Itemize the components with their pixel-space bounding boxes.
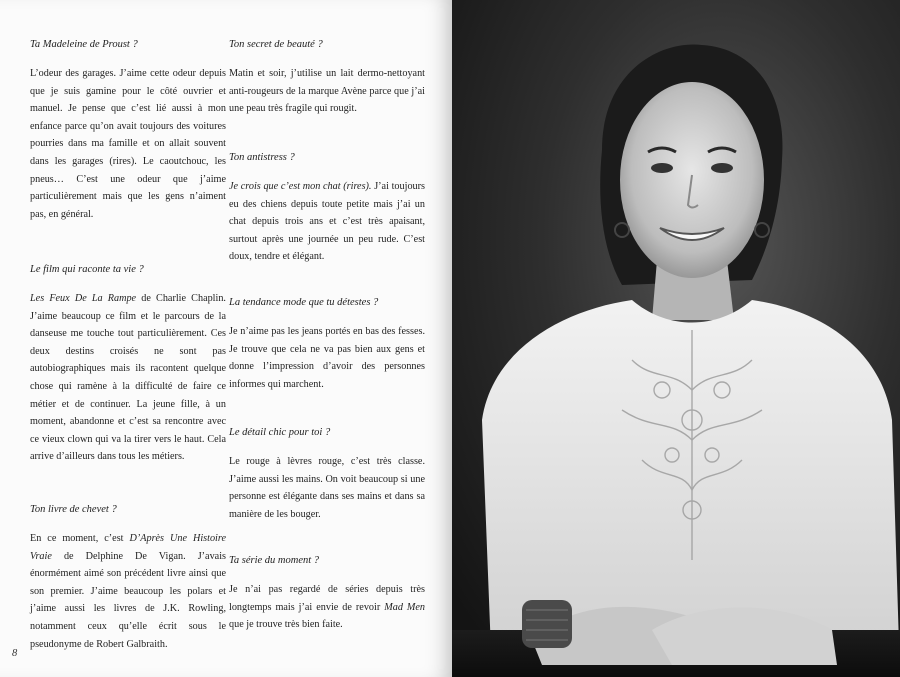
question-film: Le film qui raconte ta vie ? <box>30 264 144 275</box>
qa-detail <box>229 426 425 523</box>
qa-madeleine <box>30 38 226 223</box>
question-antistress: Ton antistress ? <box>229 152 295 163</box>
answer-antistress: Je crois que c’est mon chat (rires). J’ai toujours eu des chiens depuis toute petite mais j’ai un chat depuis trois ans et c’est très apaisant, surtout après une journée un peu rude. C’est doux, tendre et élégant. <box>229 181 425 263</box>
qa-serie <box>229 554 425 634</box>
answer-film: Les Feux De La Rampe de Charlie Chaplin. J’aime beaucoup ce film et le parcours de la danseuse me touche tout particulièrement. Ces deux destins croisés ne sont pas autobiographiques mais ils racontent quelque chose qui ramène à la difficulté de faire ce métier et de continuer. La jeune fille, à un moment, abandonne et c’est sa rencontre avec ce vieux clown qui va la tirer vers le haut. Cela arrive d’ailleurs dans tous les métiers. <box>30 293 226 463</box>
answer-serie: Je n’ai pas regardé de séries depuis très longtemps mais j’ai envie de revoir Mad Men que je trouve très bien faite. <box>229 584 426 631</box>
series-title: Mad Men <box>384 601 426 613</box>
question-serie: Ta série du moment ? <box>229 555 320 566</box>
film-title: Les Feux De La Rampe <box>30 293 137 304</box>
portrait-illustration <box>452 0 900 677</box>
question-madeleine: Ta Madeleine de Proust ? <box>30 39 138 50</box>
answer-livre: En ce moment, c’est D’Après Une Histoire Vraie de Delphine De Vigan. J’avais énormément aimé son précédent livre ainsi que son premier. J’aime beaucoup les polars et j’aime aussi les livres de J.K. Rowling, notamment ceux qu’elle écrit sous le pseudonyme de Robert Galbraith. <box>30 533 226 650</box>
answer-madeleine: L’odeur des garages. J’aime cette odeur depuis que je suis gamine pour le côté ouvrier et manuel. Je pense que c’est lié aussi à mon enfance parce qu’on avait toujours des voitures pourries dans ma famille et on allait souvent dans les garages (rires). Le caoutchouc, les pneus… C’est une odeur que j’aime particulièrement mais que les gens n’aiment pas, en général. <box>30 68 226 220</box>
question-tendance: La tendance mode que tu détestes ? <box>229 297 379 308</box>
qa-tendance <box>229 296 425 393</box>
question-livre: Ton livre de chevet ? <box>30 504 117 515</box>
question-detail: Le détail chic pour toi ? <box>229 427 331 438</box>
qa-antistress <box>229 151 425 266</box>
answer-beaute: Matin et soir, j’utilise un lait dermo-nettoyant anti-rougeurs de la marque Avène parce que j’ai une peau très fragile qui rougit. <box>229 68 425 115</box>
qa-beaute <box>229 38 425 118</box>
qa-livre <box>30 503 226 653</box>
qa-film <box>30 263 226 466</box>
page-number: 8 <box>12 648 18 659</box>
question-beaute: Ton secret de beauté ? <box>229 39 323 50</box>
answer-tendance: Je n’aime pas les jeans portés en bas des fesses. Je trouve que cela ne va pas bien aux gens et donne l’impression d’avoir des personnes informes qui marchent. <box>229 326 425 390</box>
portrait-photo <box>452 0 900 677</box>
answer-detail: Le rouge à lèvres rouge, c’est très classe. J’aime aussi les mains. On voit beaucoup si une personne est élégante dans ses mains et dans sa manière de les bouger. <box>229 456 425 520</box>
book-title: D’Après Une Histoire Vraie <box>30 533 226 562</box>
